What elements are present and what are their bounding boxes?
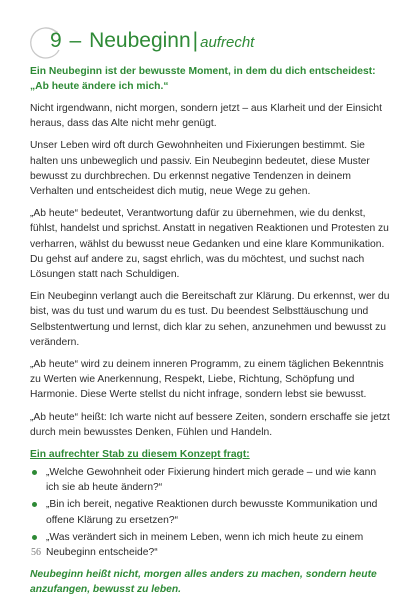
chapter-subtitle: aufrecht bbox=[200, 34, 255, 51]
questions-list bbox=[30, 465, 390, 560]
list-item bbox=[30, 530, 390, 560]
bullet-icon bbox=[32, 502, 37, 507]
page-number: 56 bbox=[31, 547, 41, 558]
chapter-header bbox=[30, 22, 390, 64]
paragraph: „Ab heute“ wird zu deinem inneren Programm, zu einem täglichen Bekenntnis zu Werten wie Anerkennung, Respekt, Liebe, Richtung, Schöpfung und Harmonie. Diese Werte stellst du nicht infrage, sondern lebst sie bewusst. bbox=[30, 359, 384, 401]
paragraph: Unser Leben wird oft durch Gewohnheiten und Fixierungen bestimmt. Sie halten uns unbeweglich und passiv. Ein Neubeginn bedeutet, diese Muster bewusst zu durchbrechen. Du erkennst negative Tendenzen in deinem Verhalten und entscheidest dich mutig, neue Wege zu gehen. bbox=[30, 140, 370, 198]
title-separator: – bbox=[69, 29, 82, 52]
paragraph: Nicht irgendwann, nicht morgen, sondern jetzt – aus Klarheit und der Einsicht heraus, dass das Alte nicht mehr genügt. bbox=[30, 103, 383, 130]
question-text: „Welche Gewohnheit oder Fixierung hindert mich gerade – und wie kann ich sie ab heute ändern?“ bbox=[46, 467, 377, 494]
bullet-icon bbox=[32, 470, 37, 475]
list-item bbox=[30, 497, 390, 527]
chapter-name: Neubeginn bbox=[89, 29, 191, 52]
bullet-icon bbox=[32, 535, 37, 540]
lead-sentence: Ein Neubeginn ist der bewusste Moment, in dem du dich entscheidest: „Ab heute ändere ich mich.“ bbox=[30, 66, 376, 92]
question-text: „Was verändert sich in meinem Leben, wenn ich mich heute zu einem Neubeginn entscheide?“ bbox=[46, 531, 364, 559]
closing-statement: Neubeginn heißt nicht, morgen alles anders zu machen, sondern heute anzufangen, bewusst zu leben. bbox=[30, 569, 377, 596]
question-text: „Bin ich bereit, negative Reaktionen durch bewusste Kommunikation und offene Klärung zu ersetzen?“ bbox=[46, 499, 378, 526]
page-content bbox=[30, 22, 390, 598]
paragraph: „Ab heute“ bedeutet, Verantwortung dafür zu übernehmen, wie du denkst, fühlst, handelst und sprichst. Anstatt in negativen Reaktionen und Protesten zu verharren, wählst du bewusst neue Gedanken und eine klare Kommunikation. Du gehst auf andere zu, sagst ehrlich, was du möchtest, und suchst nach Lösungen statt nach Schuldigen. bbox=[30, 208, 389, 281]
chapter-title bbox=[50, 28, 254, 56]
questions-heading: Ein aufrechter Stab zu diesem Konzept fragt: bbox=[30, 449, 250, 461]
chapter-number: 9 bbox=[50, 29, 62, 52]
paragraph: Ein Neubeginn verlangt auch die Bereitschaft zur Klärung. Du erkennst, wer du bist, was du tust und warum du es tust. Du beendest Selbsttäuschung und Selbstentwertung und lernst, dich klar zu sehen, anzunehmen und bewusst zu verändern. bbox=[30, 291, 390, 348]
title-divider: | bbox=[192, 29, 199, 52]
paragraph: „Ab heute“ heißt: Ich warte nicht auf bessere Zeiten, sondern erschaffe sie jetzt durch mein bewusstes Denken, Fühlen und Handeln. bbox=[30, 411, 390, 438]
list-item bbox=[30, 465, 390, 495]
